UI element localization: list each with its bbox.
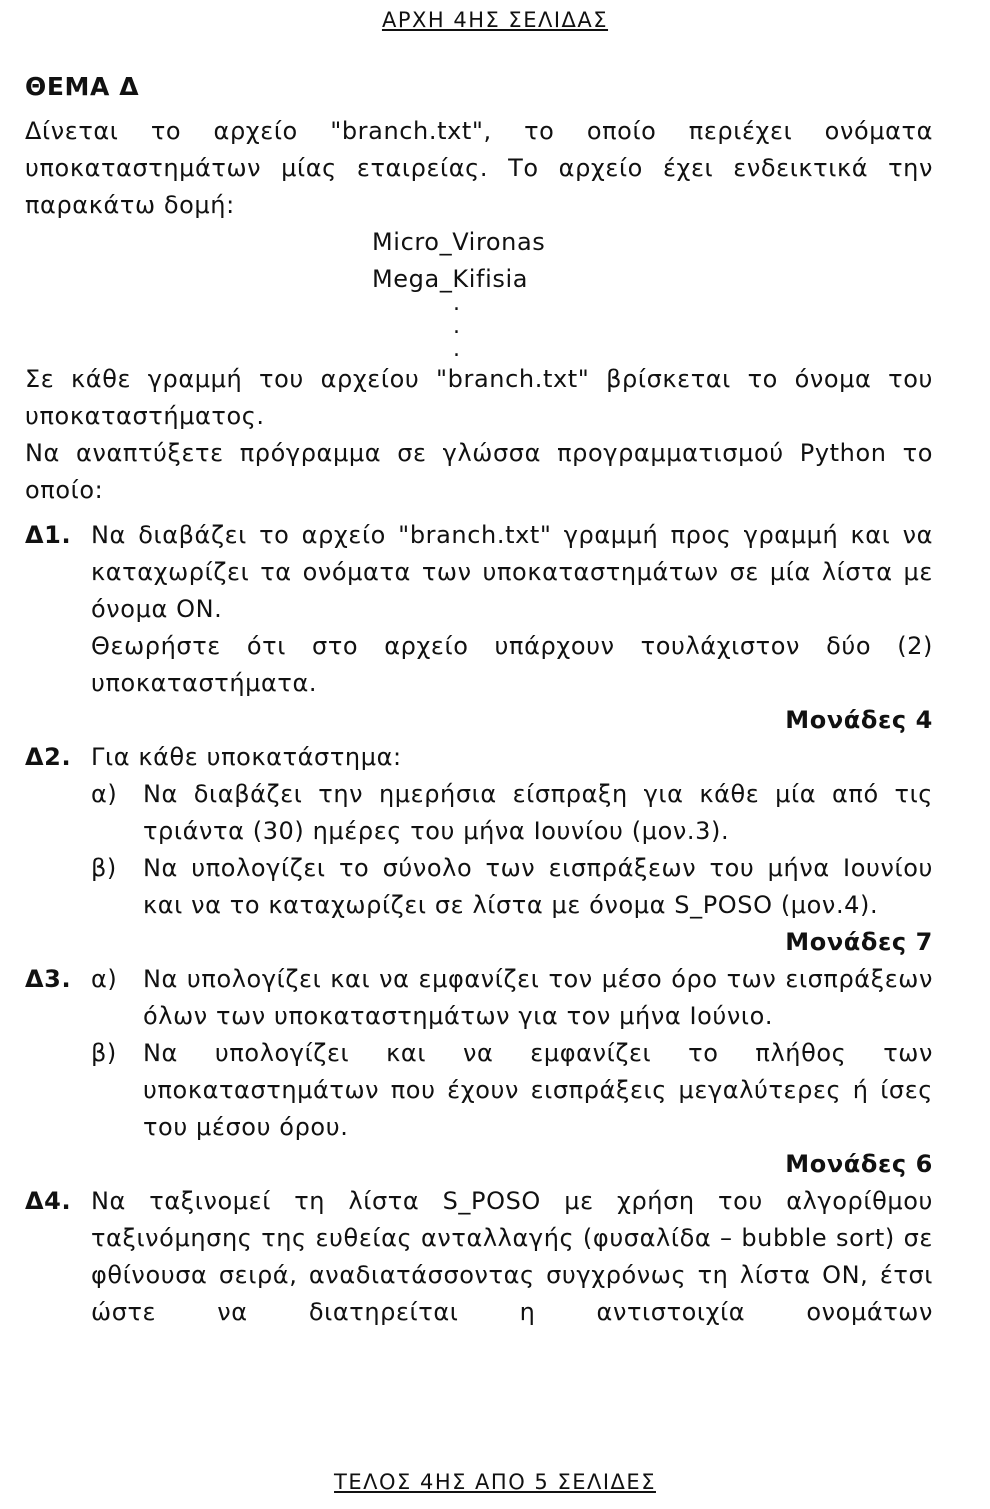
question-text: Να διαβάζει το αρχείο "branch.txt" γραμμή προς γραμμή και να καταχωρίζει τα ονόματα των υποκαταστημάτων σε μία λίστα με όνομα ON. (91, 521, 933, 623)
question-text: Για κάθε υποκατάστημα: (91, 743, 402, 771)
question-note: Θεωρήστε ότι στο αρχείο υπάρχουν τουλάχιστον δύο (2) υποκαταστήματα. (91, 632, 933, 697)
intro-paragraph: Δίνεται το αρχείο "branch.txt", το οποίο περιέχει ονόματα υποκαταστημάτων μίας εταιρείας. Το αρχείο έχει ενδεικτικά την παρακάτω δομή: (25, 117, 933, 219)
subquestion-letter: β) (91, 1039, 117, 1067)
subquestion-letter: α) (91, 965, 118, 993)
paragraph-file-line: Σε κάθε γραμμή του αρχείου "branch.txt" βρίσκεται το όνομα του υποκαταστήματος. (25, 365, 933, 430)
subquestion-text: Να διαβάζει την ημερήσια είσπραξη για κάθε μία από τις τριάντα (30) ημέρες του μήνα Ιουνίου (μον.3). (143, 780, 933, 845)
page-content (25, 68, 933, 1331)
example-line: Micro_Vironas (372, 228, 546, 256)
question-number: Δ4. (25, 1187, 72, 1215)
question-d4 (25, 1183, 933, 1331)
section-title: ΘΕΜΑ Δ (25, 72, 140, 101)
ellipsis-dot: . (453, 337, 461, 362)
subquestion-b (91, 850, 933, 924)
page-header: ΑΡΧΗ 4ΗΣ ΣΕΛΙΔΑΣ (381, 8, 609, 32)
subquestion-text: Να υπολογίζει και να εμφανίζει το πλήθος των υποκαταστημάτων που έχουν εισπράξεις μεγαλύτερες ή ίσες του μέσου όρου. (143, 1039, 933, 1141)
ellipsis-dot: . (453, 314, 461, 339)
points-d2: Μονάδες 7 (785, 928, 933, 956)
subquestion-text: Να υπολογίζει το σύνολο των εισπράξεων του μήνα Ιουνίου και να το καταχωρίζει σε λίστα με όνομα S_POSO (μον.4). (143, 854, 933, 919)
page-footer: ΤΕΛΟΣ 4ΗΣ ΑΠΟ 5 ΣΕΛΙΔΕΣ (334, 1470, 656, 1494)
question-number: Δ3. (25, 965, 72, 993)
example-line: Mega_Kifisia (372, 265, 529, 293)
subquestion-b (91, 1035, 933, 1146)
subquestion-a (91, 961, 933, 1035)
subquestion-letter: α) (91, 780, 118, 808)
question-text: Να ταξινομεί τη λίστα S_POSO με χρήση του αλγορίθμου ταξινόμησης της ευθείας ανταλλαγής (φυσαλίδα – bubble sort) σε φθίνουσα σειρά, αναδιατάσσοντας συγχρόνως τη λίστα ON, έτσι ώστε να διατηρείται η αντιστοιχία ονομάτων (91, 1187, 933, 1326)
paragraph-task: Να αναπτύξετε πρόγραμμα σε γλώσσα προγραμματισμού Python το οποίο: (25, 439, 933, 504)
question-number: Δ2. (25, 743, 72, 771)
points-d1: Μονάδες 4 (785, 706, 933, 734)
example-file-structure (25, 224, 933, 298)
question-d2 (25, 739, 933, 924)
ellipsis (25, 292, 933, 361)
subquestion-a (91, 776, 933, 850)
subquestion-text: Να υπολογίζει και να εμφανίζει τον μέσο όρο των εισπράξεων όλων των υποκαταστημάτων για τον μήνα Ιούνιο. (143, 965, 933, 1030)
ellipsis-dot: . (453, 291, 461, 316)
question-d3 (25, 961, 933, 1146)
subquestion-letter: β) (91, 854, 117, 882)
question-d1 (25, 517, 933, 702)
question-number: Δ1. (25, 521, 72, 549)
points-d3: Μονάδες 6 (785, 1150, 933, 1178)
